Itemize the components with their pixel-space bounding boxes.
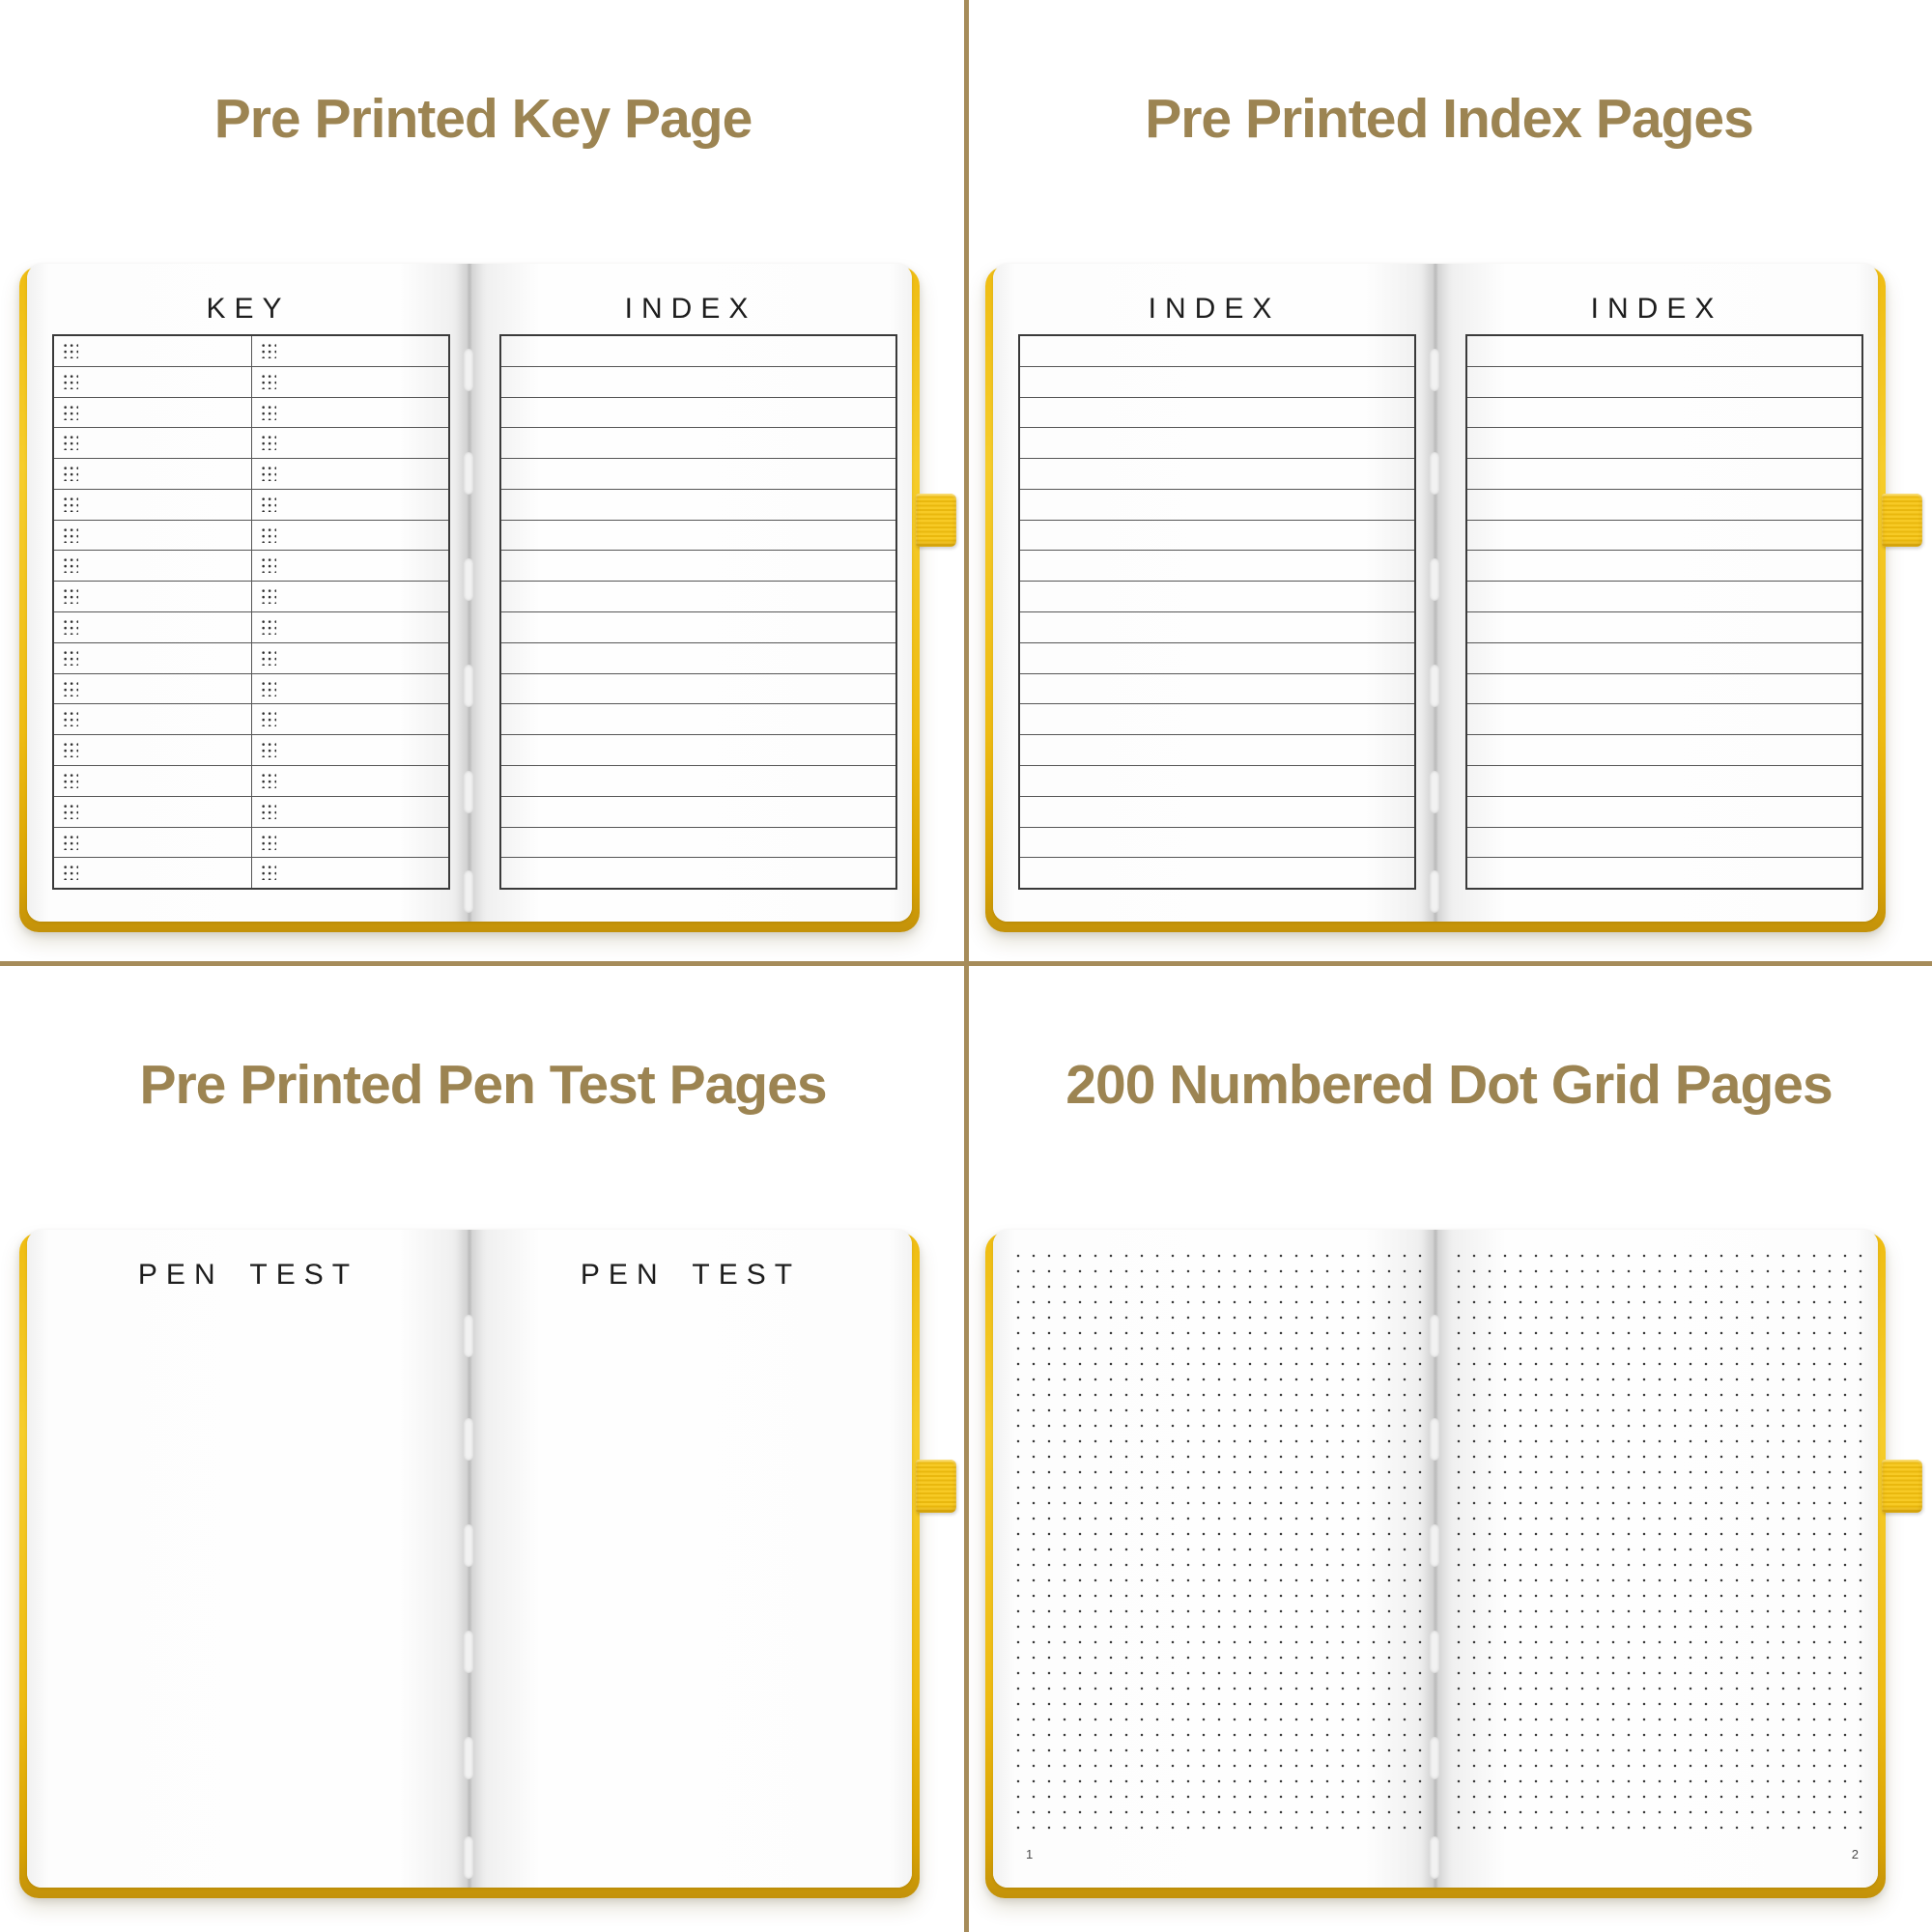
spine-page-edge [464, 1315, 473, 1357]
index-table-row [1467, 366, 1861, 397]
index-table-row [1020, 336, 1414, 366]
dot-grid-3x3-icon [62, 373, 78, 389]
index-table-row [1467, 427, 1861, 458]
panel-title: Pre Printed Pen Test Pages [139, 1054, 827, 1116]
dot-grid-3x3-icon [260, 526, 276, 543]
panel-index-pages [966, 0, 1932, 966]
key-table-cell [54, 367, 251, 397]
key-table-cell [251, 582, 449, 611]
index-table-row [1467, 336, 1861, 366]
key-table-cell [54, 643, 251, 673]
index-table-row [501, 765, 895, 796]
index-table-row [1020, 734, 1414, 765]
spine-page-edge [464, 452, 473, 495]
dot-grid-3x3-icon [62, 710, 78, 726]
notebook-pages [27, 264, 912, 922]
index-page-header: INDEX [1590, 293, 1723, 325]
key-table-row [54, 489, 448, 520]
panel-title: 200 Numbered Dot Grid Pages [1065, 1054, 1833, 1116]
spine-page-edge [1430, 349, 1439, 391]
index-table [1465, 334, 1863, 890]
key-table-row [54, 734, 448, 765]
index-table-row [1467, 734, 1861, 765]
page-number-left: 1 [1026, 1847, 1034, 1861]
key-table-cell [54, 858, 251, 888]
key-table-row [54, 336, 448, 366]
dot-grid-3x3-icon [260, 496, 276, 512]
index-table-row [1020, 642, 1414, 673]
page-number-right: 2 [1851, 1847, 1859, 1861]
dot-grid-3x3-icon [260, 373, 276, 389]
key-table-cell [251, 459, 449, 489]
index-table-row [501, 827, 895, 858]
notebook-pages [993, 1230, 1878, 1888]
key-table-cell [251, 858, 449, 888]
dot-grid-3x3-icon [260, 618, 276, 635]
index-table-row [1020, 765, 1414, 796]
notebook-pen-test-spread [19, 1230, 920, 1898]
dot-grid-3x3-icon [260, 434, 276, 450]
spine-page-edge [1430, 665, 1439, 707]
spine-page-edge [1430, 1737, 1439, 1779]
spine-page-edge [1430, 1836, 1439, 1879]
panel-key-page [0, 0, 966, 966]
dot-grid-right [1447, 1242, 1864, 1837]
notebook-pages [993, 264, 1878, 922]
key-table-cell [251, 336, 449, 366]
pen-loop [1882, 1460, 1922, 1513]
key-table-cell [251, 704, 449, 734]
spine-page-edge [1430, 558, 1439, 601]
key-table-row [54, 857, 448, 888]
dot-grid-3x3-icon [260, 834, 276, 850]
dot-grid-3x3-icon [62, 741, 78, 757]
dot-grid-3x3-icon [260, 864, 276, 880]
right-page [469, 1230, 912, 1888]
index-table-row [1467, 520, 1861, 551]
dot-grid-3x3-icon [260, 465, 276, 481]
dot-grid-3x3-icon [62, 496, 78, 512]
spine-page-edge [464, 1836, 473, 1879]
spine-page-edge [464, 870, 473, 913]
key-table-row [54, 581, 448, 611]
key-table-cell [54, 521, 251, 551]
key-table-cell [251, 828, 449, 858]
key-table-row [54, 796, 448, 827]
panel-dot-grid-pages [966, 966, 1932, 1932]
spine-page-edge [1430, 452, 1439, 495]
key-table-row [54, 611, 448, 642]
index-table-row [501, 366, 895, 397]
index-table-row [1467, 550, 1861, 581]
dot-grid-3x3-icon [260, 342, 276, 358]
dot-grid-3x3-icon [260, 741, 276, 757]
index-table [1018, 334, 1416, 890]
panel-title: Pre Printed Key Page [213, 88, 753, 150]
dot-grid-3x3-icon [62, 803, 78, 819]
spine-page-edge [1430, 870, 1439, 913]
spine-page-edge [464, 771, 473, 813]
index-table-row [501, 458, 895, 489]
index-table-row [1467, 765, 1861, 796]
key-table-row [54, 550, 448, 581]
key-table-cell [251, 521, 449, 551]
spine-page-edge [1430, 1524, 1439, 1567]
pen-loop [1882, 494, 1922, 547]
index-table-row [501, 796, 895, 827]
dot-grid-3x3-icon [62, 465, 78, 481]
dot-grid-3x3-icon [260, 803, 276, 819]
index-table-row [1020, 581, 1414, 611]
key-table-cell [54, 428, 251, 458]
dot-grid-3x3-icon [62, 618, 78, 635]
index-table-row [1020, 703, 1414, 734]
key-table-cell [54, 612, 251, 642]
key-table-cell [54, 459, 251, 489]
dot-grid-3x3-icon [260, 556, 276, 573]
index-table-row [501, 734, 895, 765]
dot-grid-left [1007, 1242, 1424, 1837]
key-table-row [54, 642, 448, 673]
dot-grid-3x3-icon [62, 834, 78, 850]
index-table-row [1020, 427, 1414, 458]
dot-grid-3x3-icon [260, 649, 276, 666]
key-table-cell [54, 490, 251, 520]
spine-page-edge [1430, 1418, 1439, 1461]
index-table-row [1467, 857, 1861, 888]
index-table-row [1020, 611, 1414, 642]
index-table-row [501, 489, 895, 520]
key-table-cell [251, 551, 449, 581]
index-table-row [1020, 550, 1414, 581]
panel-divider-vertical [964, 0, 969, 1932]
dot-grid-3x3-icon [62, 680, 78, 696]
key-table-row [54, 458, 448, 489]
index-table-row [501, 550, 895, 581]
index-table-row [1467, 489, 1861, 520]
key-table-cell [54, 674, 251, 704]
index-table-row [501, 581, 895, 611]
dot-grid-3x3-icon [62, 342, 78, 358]
spine-page-edge [1430, 1631, 1439, 1673]
key-table-cell [54, 551, 251, 581]
key-table-cell [54, 582, 251, 611]
spine-page-edge [464, 1737, 473, 1779]
index-table-row [501, 397, 895, 428]
key-table-row [54, 673, 448, 704]
index-table-row [1020, 796, 1414, 827]
dot-grid-3x3-icon [260, 710, 276, 726]
spine-page-edge [464, 558, 473, 601]
key-table-row [54, 366, 448, 397]
key-table-cell [54, 766, 251, 796]
key-table-cell [54, 398, 251, 428]
index-table-row [1467, 827, 1861, 858]
index-page-header: INDEX [1148, 293, 1281, 325]
spine-page-edge [464, 665, 473, 707]
index-table-row [1467, 397, 1861, 428]
panel-title: Pre Printed Index Pages [1145, 88, 1753, 150]
key-page-header: KEY [206, 293, 291, 325]
index-table-row [501, 673, 895, 704]
index-table-row [501, 703, 895, 734]
spine-page-edge [464, 1524, 473, 1567]
key-table-row [54, 827, 448, 858]
dot-grid-3x3-icon [62, 556, 78, 573]
panel-pen-test-pages [0, 966, 966, 1932]
index-table-row [1020, 397, 1414, 428]
key-table-cell [251, 367, 449, 397]
pen-test-page-header: PEN TEST [137, 1259, 359, 1291]
notebook-key-spread [19, 264, 920, 932]
key-table-cell [251, 766, 449, 796]
dot-grid-3x3-icon [260, 404, 276, 420]
key-table-cell [251, 797, 449, 827]
index-table-row [1467, 796, 1861, 827]
key-table-cell [251, 490, 449, 520]
key-table-cell [54, 735, 251, 765]
left-page [27, 1230, 469, 1888]
dot-grid-3x3-icon [260, 772, 276, 788]
index-table-row [1020, 827, 1414, 858]
spine-page-edge [464, 1631, 473, 1673]
pen-loop [916, 494, 956, 547]
dot-grid-3x3-icon [62, 434, 78, 450]
key-table-row [54, 520, 448, 551]
key-table-cell [251, 674, 449, 704]
index-table-row [501, 611, 895, 642]
notebook-index-spread [985, 264, 1886, 932]
index-table-row [501, 857, 895, 888]
spine-page-edge [464, 1418, 473, 1461]
index-table-row [1467, 458, 1861, 489]
index-page-header: INDEX [624, 293, 757, 325]
key-table-cell [54, 828, 251, 858]
dot-grid-3x3-icon [260, 680, 276, 696]
notebook-pages [27, 1230, 912, 1888]
spine-page-edge [1430, 1315, 1439, 1357]
key-table-cell [54, 336, 251, 366]
spine-page-edge [464, 349, 473, 391]
pen-test-page-header: PEN TEST [580, 1259, 802, 1291]
dot-grid-3x3-icon [260, 587, 276, 604]
key-table-cell [54, 797, 251, 827]
index-table-row [1467, 611, 1861, 642]
key-table-cell [54, 704, 251, 734]
index-table [499, 334, 897, 890]
index-table-row [1020, 489, 1414, 520]
index-table-row [501, 642, 895, 673]
key-table-row [54, 397, 448, 428]
dot-grid-3x3-icon [62, 772, 78, 788]
key-table-cell [251, 643, 449, 673]
index-table-row [1020, 366, 1414, 397]
index-table-row [1020, 520, 1414, 551]
index-table-row [1467, 703, 1861, 734]
key-table-row [54, 703, 448, 734]
index-table-row [1020, 857, 1414, 888]
key-table-row [54, 765, 448, 796]
dot-grid-3x3-icon [62, 864, 78, 880]
dot-grid-3x3-icon [62, 587, 78, 604]
key-table-cell [251, 428, 449, 458]
key-table [52, 334, 450, 890]
dot-grid-3x3-icon [62, 649, 78, 666]
dot-grid-3x3-icon [62, 404, 78, 420]
index-table-row [501, 427, 895, 458]
key-table-cell [251, 612, 449, 642]
index-table-row [501, 520, 895, 551]
key-table-cell [251, 398, 449, 428]
index-table-row [1467, 581, 1861, 611]
index-table-row [501, 336, 895, 366]
panel-divider-horizontal [0, 961, 1932, 966]
notebook-dot-grid-spread [985, 1230, 1886, 1898]
key-table-row [54, 427, 448, 458]
index-table-row [1467, 642, 1861, 673]
index-table-row [1020, 458, 1414, 489]
pen-loop [916, 1460, 956, 1513]
dot-grid-3x3-icon [62, 526, 78, 543]
index-table-row [1467, 673, 1861, 704]
index-table-row [1020, 673, 1414, 704]
key-table-cell [251, 735, 449, 765]
spine-page-edge [1430, 771, 1439, 813]
